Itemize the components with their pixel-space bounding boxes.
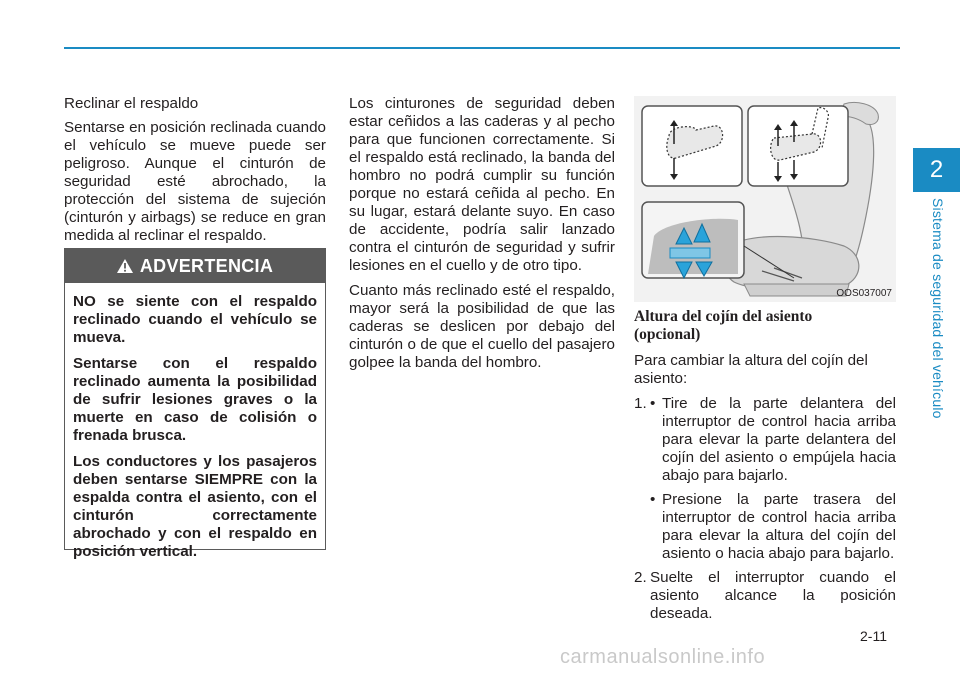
step-1-body bbox=[650, 395, 896, 563]
warning-title: ADVERTENCIA bbox=[139, 255, 274, 276]
top-rule bbox=[64, 47, 900, 49]
warning-header bbox=[65, 249, 325, 283]
warning-paragraph: Sentarse con el respaldo reclinado aumenta la posibilidad de sufrir lesiones graves o la muerte en caso de colisión o frenada brusca. bbox=[73, 355, 317, 444]
seatbelt-paragraph: Cuanto más reclinado esté el respaldo, mayor será la posibilidad de que las caderas se deslicen por debajo del cinturón o de que el cuello del pasajero golpee la banda del hombro. bbox=[349, 282, 615, 371]
column-left bbox=[64, 95, 326, 252]
seatbelt-paragraph: Los cinturones de seguridad deben estar ceñidos a las caderas y al pecho para que funcionen correctamente. Si el respaldo está reclinado, la banda del hombro no podrá cumplir su función porque no estará ceñida al pecho. En su lugar, estará delante suyo. En caso de accidente, podría salir lanzado contra el cinturón de seguridad y sufrir lesiones en el cuello y de otro tipo. bbox=[349, 95, 615, 274]
section-heading-recline: Reclinar el respaldo bbox=[64, 95, 199, 112]
bullet-item bbox=[650, 491, 896, 563]
warning-body bbox=[65, 283, 325, 561]
warning-paragraph: NO se siente con el respaldo reclinado cuando el vehículo se mueva. bbox=[73, 293, 317, 346]
seat-illustration bbox=[634, 96, 896, 302]
step-2 bbox=[634, 569, 896, 623]
bullet-text: Presione la parte trasera del interruptor de control hacia arriba para elevar la altura del cojín del asiento o hacia abajo para bajarlo. bbox=[662, 491, 896, 562]
seat-adjustment-figure bbox=[634, 96, 896, 302]
warning-paragraph: Los conductores y los pasajeros deben sentarse SIEMPRE con la espalda contra el asiento, con el cinturón correctamente abrochado y con el respaldo en posición vertical. bbox=[73, 453, 317, 560]
step-2-body: Suelte el interruptor cuando el asiento alcance la posición deseada. bbox=[650, 569, 896, 622]
step-number: 1. bbox=[634, 395, 647, 412]
figure-code: OOS037007 bbox=[836, 288, 892, 299]
bullet-item bbox=[650, 395, 896, 485]
cushion-height-heading-line2: (opcional) bbox=[634, 326, 701, 343]
recline-paragraph: Sentarse en posición reclinada cuando el vehículo se mueve puede ser peligroso. Aunque el cinturón de seguridad esté abrochado, la protección del sistema de sujeción (cinturón y airbags) se reduce en gran medida al reclinar el respaldo. bbox=[64, 119, 326, 244]
bullet-mark: • bbox=[650, 491, 656, 508]
cushion-height-heading bbox=[634, 308, 896, 344]
column-right bbox=[634, 300, 896, 623]
step-1 bbox=[634, 395, 896, 563]
watermark: carmanualsonline.info bbox=[560, 646, 766, 668]
chapter-tab: 2 bbox=[913, 148, 960, 192]
bullet-mark: • bbox=[650, 395, 656, 412]
warning-box bbox=[64, 248, 326, 560]
column-middle bbox=[349, 95, 615, 379]
chapter-title: Sistema de seguridad del vehículo bbox=[930, 198, 946, 419]
cushion-height-heading-line1: Altura del cojín del asiento bbox=[634, 308, 813, 325]
page-number: 2-11 bbox=[860, 628, 887, 644]
step-list bbox=[634, 395, 896, 623]
bullet-text: Tire de la parte delantera del interruptor de control hacia arriba para elevar la parte delantera del cojín del asiento o empújela hacia abajo para bajarlo. bbox=[662, 395, 896, 484]
step-number: 2. bbox=[634, 569, 647, 586]
warning-triangle-icon bbox=[117, 259, 133, 273]
cushion-intro: Para cambiar la altura del cojín del asiento: bbox=[634, 352, 868, 387]
